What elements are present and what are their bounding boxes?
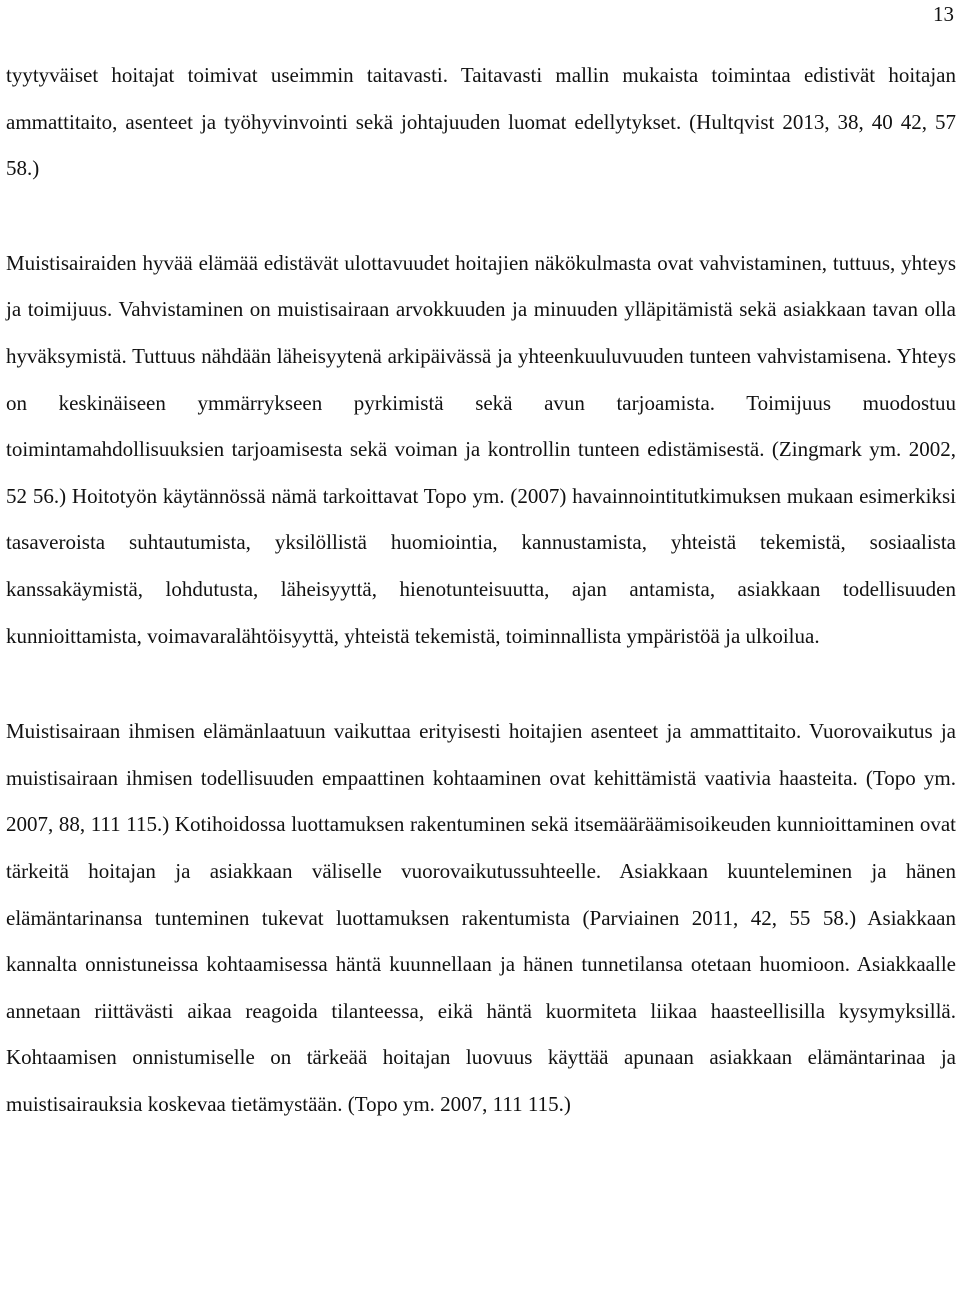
paragraph-gap	[6, 659, 956, 708]
paragraph-3: Muistisairaan ihmisen elämänlaatuun vaikuttaa erityisesti hoitajien asenteet ja ammattitaito. Vuorovaikutus ja muistisairaan ihmisen todellisuuden empaattinen kohtaaminen ovat kehittämistä vaativia haasteita. (Topo ym. 2007, 88, 111 115.) Kotihoidossa luottamuksen rakentuminen sekä itsemääräämisoikeuden kunnioittaminen ovat tärkeitä hoitajan ja asiakkaan väliselle vuorovaikutussuhteelle. Asiakkaan kuunteleminen ja hänen elämäntarinansa tunteminen tukevat luottamuksen rakentumista (Parviainen 2011, 42, 55 58.) Asiakkaan kannalta onnistuneissa kohtaamisessa häntä kuunnellaan ja hänen tunnetilansa otetaan huomioon. Asiakkaalle annetaan riittävästi aikaa reagoida tilanteessa, eikä häntä kuormiteta liikaa haasteellisilla kysymyksillä. Kohtaamisen onnistumiselle on tärkeää hoitajan luovuus käyttää apunaan asiakkaan elämäntarinaa ja muistisairauksia koskevaa tietämystään. (Topo ym. 2007, 111 115.)	[6, 719, 956, 1116]
paragraph-2: Muistisairaiden hyvää elämää edistävät ulottavuudet hoitajien näkökulmasta ovat vahvistaminen, tuttuus, yhteys ja toimijuus. Vahvistaminen on muistisairaan arvokkuuden ja minuuden ylläpitämistä sekä asiakkaan tavan olla hyväksymistä. Tuttuus nähdään läheisyytenä arkipäivässä ja yhteenkuuluvuuden tunteen vahvistamisena. Yhteys on keskinäiseen ymmärrykseen pyrkimistä sekä avun tarjoamista. Toimijuus muodostuu toimintamahdollisuuksien tarjoamisesta sekä voiman ja kontrollin tunteen edistämisestä. (Zingmark ym. 2002, 52 56.) Hoitotyön käytännössä nämä tarkoittavat Topo ym. (2007) havainnointitutkimuksen mukaan esimerkiksi tasaveroista suhtautumista, yksilöllistä huomiointia, kannustamista, yhteistä tekemistä, sosiaalista kanssakäymistä, lohdutusta, läheisyyttä, hienotunteisuutta, ajan antamista, asiakkaan todellisuuden kunnioittamista, voimavaralähtöisyyttä, yhteistä tekemistä, toiminnallista ympäristöä ja ulkoilua.	[6, 250, 956, 648]
page-number: 13	[933, 2, 954, 26]
document-body	[6, 52, 956, 1127]
paragraph-gap	[6, 192, 956, 240]
paragraph-1: tyytyväiset hoitajat toimivat useimmin taitavasti. Taitavasti mallin mukaista toimintaa edistivät hoitajan ammattitaito, asenteet ja työhyvinvointi sekä johtajuuden luomat edellytykset. (Hultqvist 2013, 38, 40 42, 57 58.)	[6, 63, 956, 181]
